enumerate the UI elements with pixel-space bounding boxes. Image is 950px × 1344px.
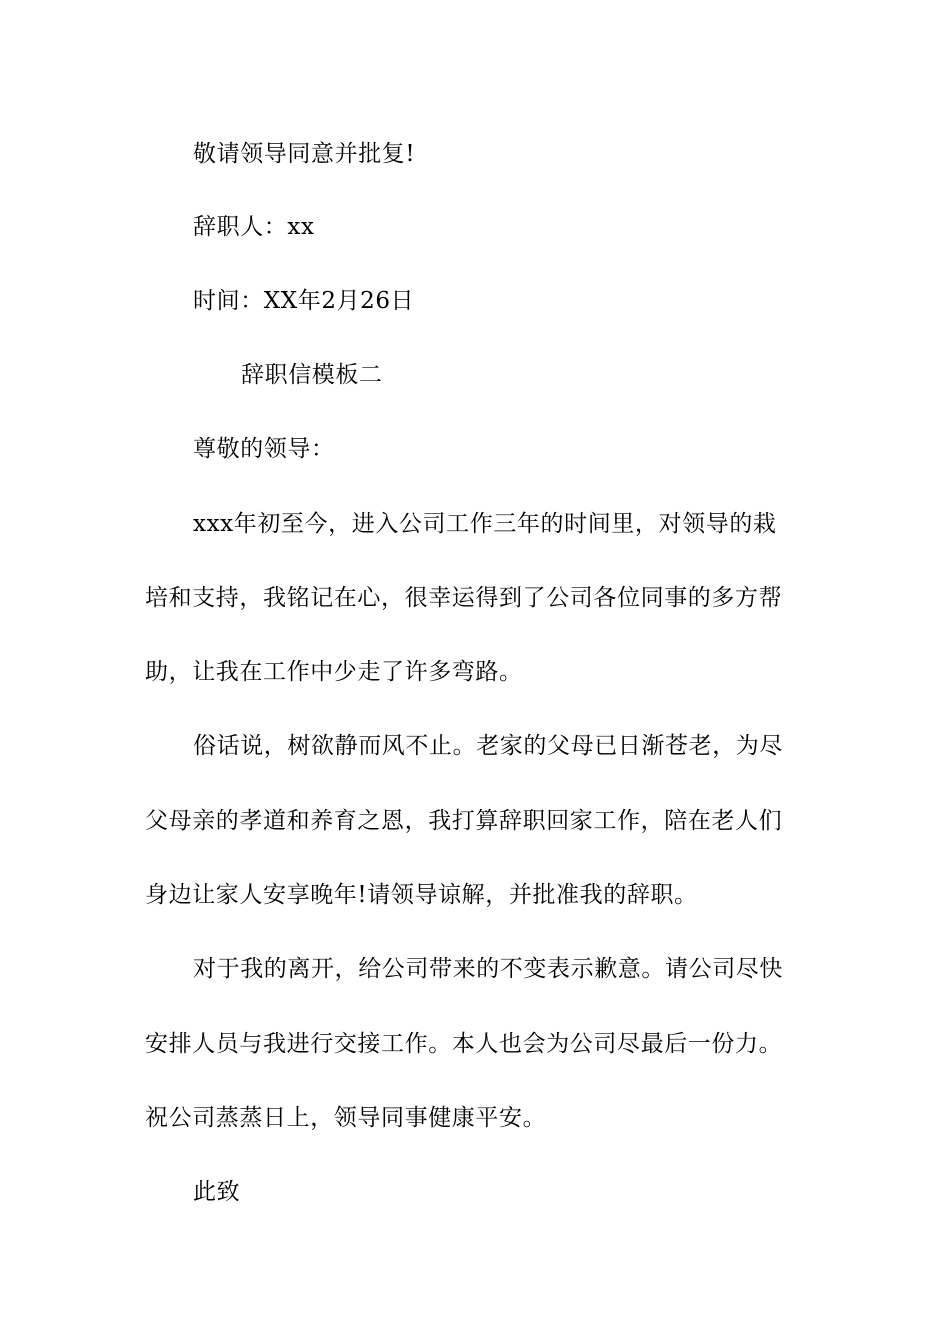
paragraph-1-line-3: 助，让我在工作中少走了许多弯路。 (145, 659, 523, 685)
closing: 此致 (193, 1179, 241, 1205)
paragraph-1-line-1: xxx年初至今，进入公司工作三年的时间里，对领导的栽 (193, 511, 777, 537)
salutation: 尊敬的领导： (193, 436, 335, 462)
paragraph-3-line-1: 对于我的离开，给公司带来的不变表示歉意。请公司尽快 (193, 956, 783, 982)
paragraph-2-line-3: 身边让家人安享晚年!请领导谅解，并批准我的辞职。 (145, 882, 698, 908)
paragraph-3-line-2: 安排人员与我进行交接工作。本人也会为公司尽最后一份力。 (145, 1031, 783, 1057)
paragraph-2-line-2: 父母亲的孝道和养育之恩，我打算辞职回家工作，陪在老人们 (145, 808, 783, 834)
paragraph-1-line-2: 培和支持，我铭记在心，很幸运得到了公司各位同事的多方帮 (145, 585, 783, 611)
paragraph-2-line-1: 俗话说，树欲静而风不止。老家的父母已日渐苍老，为尽 (193, 733, 783, 759)
paragraph-3-line-3: 祝公司蒸蒸日上，领导同事健康平安。 (145, 1105, 547, 1131)
closing-request: 敬请领导同意并批复! (193, 141, 416, 167)
signer-line: 辞职人：xx (193, 214, 315, 240)
date-line: 时间：XX年2月26日 (193, 288, 415, 314)
template-title: 辞职信模板二 (241, 362, 383, 388)
